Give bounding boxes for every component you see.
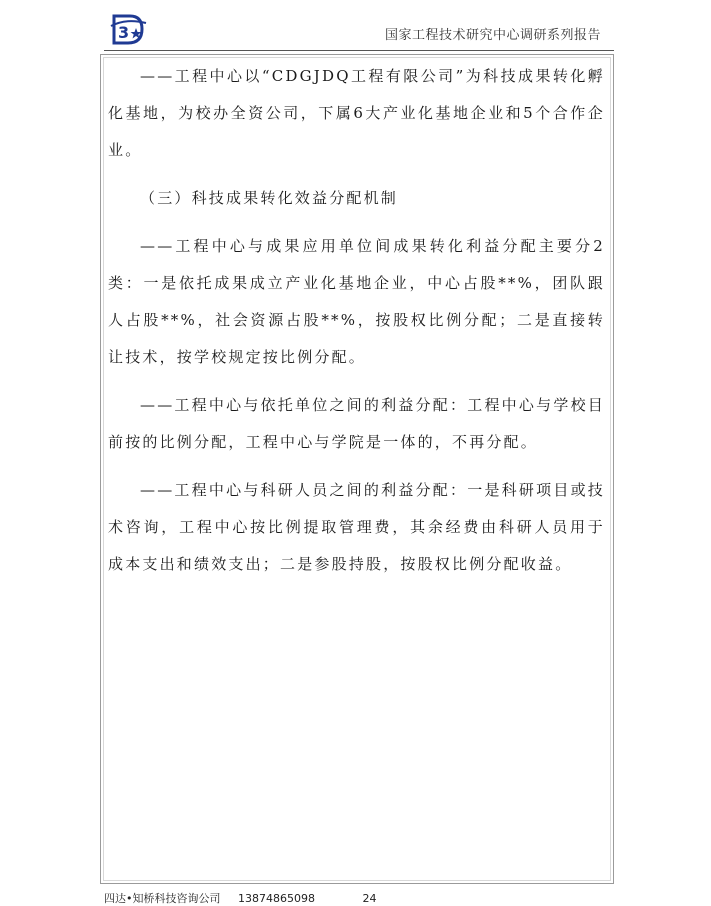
paragraph-incubation-base: ——工程中心以“CDGJDQ工程有限公司”为科技成果转化孵化基地，为校办全资公司，下属6大产业化基地企业和5个合作企业。 xyxy=(108,67,605,159)
footer-company: 四达•知桥科技咨询公司 xyxy=(104,892,221,905)
logo-icon xyxy=(108,12,148,48)
footer-phone: 13874865098 xyxy=(238,892,315,905)
page-number: 24 xyxy=(362,892,377,905)
page-footer xyxy=(104,890,390,906)
header-title: 国家工程技术研究中心调研系列报告 xyxy=(384,28,601,43)
paragraph-host-unit: ——工程中心与依托单位之间的利益分配：工程中心与学校目前按的比例分配，工程中心与学院是一体的，不再分配。 xyxy=(108,396,605,451)
svg-text:3: 3 xyxy=(118,23,130,42)
paragraph-researchers: ——工程中心与科研人员之间的利益分配：一是科研项目或技术咨询，工程中心按比例提取管理费，其余经费由科研人员用于成本支出和绩效支出；二是参股持股，按股权比例分配收益。 xyxy=(108,481,605,573)
section-heading-benefit-distribution: （三）科技成果转化效益分配机制 xyxy=(140,189,399,207)
paragraph-application-units: ——工程中心与成果应用单位间成果转化利益分配主要分2类：一是依托成果成立产业化基地企业，中心占股**%，团队跟人占股**%，社会资源占股**%，按股权比例分配；二是直接转让技术，按学校规定按比例分配。 xyxy=(108,237,605,366)
document-body xyxy=(108,58,605,594)
header-divider xyxy=(104,50,614,51)
